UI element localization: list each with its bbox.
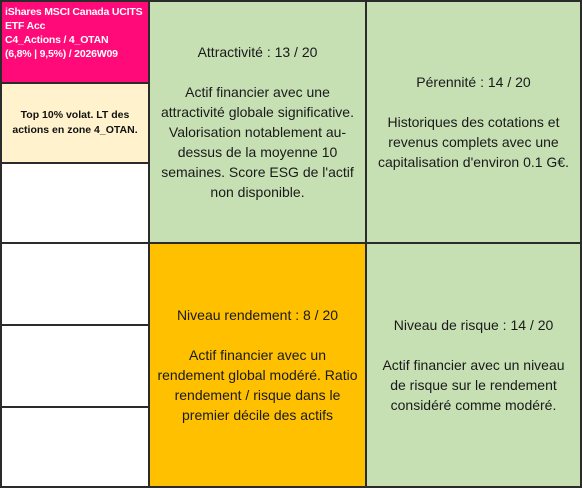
volatility-note-text: Top 10% volat. LT des actions en zone 4_OTAN. xyxy=(12,109,138,136)
rendement-text: Actif financier avec un rendement global modéré. Ratio rendement / risque dans le premier décile des actifs xyxy=(157,347,358,423)
risque-card xyxy=(365,242,582,488)
perennite-title: Pérennité : 14 / 20 xyxy=(416,74,531,90)
risque-text: Actif financier avec un niveau de risque sur le rendement considéré comme modéré. xyxy=(382,357,565,413)
rendement-card xyxy=(148,242,367,488)
empty-cell-3 xyxy=(0,324,150,408)
volatility-note xyxy=(0,82,150,164)
asset-name-line-2: ETF Acc xyxy=(5,20,46,32)
attractivite-card xyxy=(148,0,367,244)
empty-cell-2 xyxy=(0,242,150,326)
asset-category: C4_Actions / 4_OTAN xyxy=(5,34,109,46)
perennite-text: Historiques des cotations et revenus complets avec une capitalisation d'environ 0.1 G€. xyxy=(377,114,569,170)
attractivite-text: Actif financier avec une attractivité globale significative. Valorisation notablement au-dessus de la moyenne 10 semaines. Score ESG de l'actif non disponible. xyxy=(161,84,354,200)
risque-title: Niveau de risque : 14 / 20 xyxy=(393,317,554,333)
empty-cell-4 xyxy=(0,406,150,488)
asset-name-line-1: iShares MSCI Canada UCITS xyxy=(5,6,143,18)
attractivite-title: Attractivité : 13 / 20 xyxy=(197,44,318,60)
rendement-title: Niveau rendement : 8 / 20 xyxy=(176,307,339,323)
asset-volatility-week: (6,8% | 9,5%) / 2026W09 xyxy=(5,48,118,60)
perennite-card xyxy=(365,0,582,244)
empty-cell-1 xyxy=(0,162,150,244)
asset-header xyxy=(0,0,150,84)
